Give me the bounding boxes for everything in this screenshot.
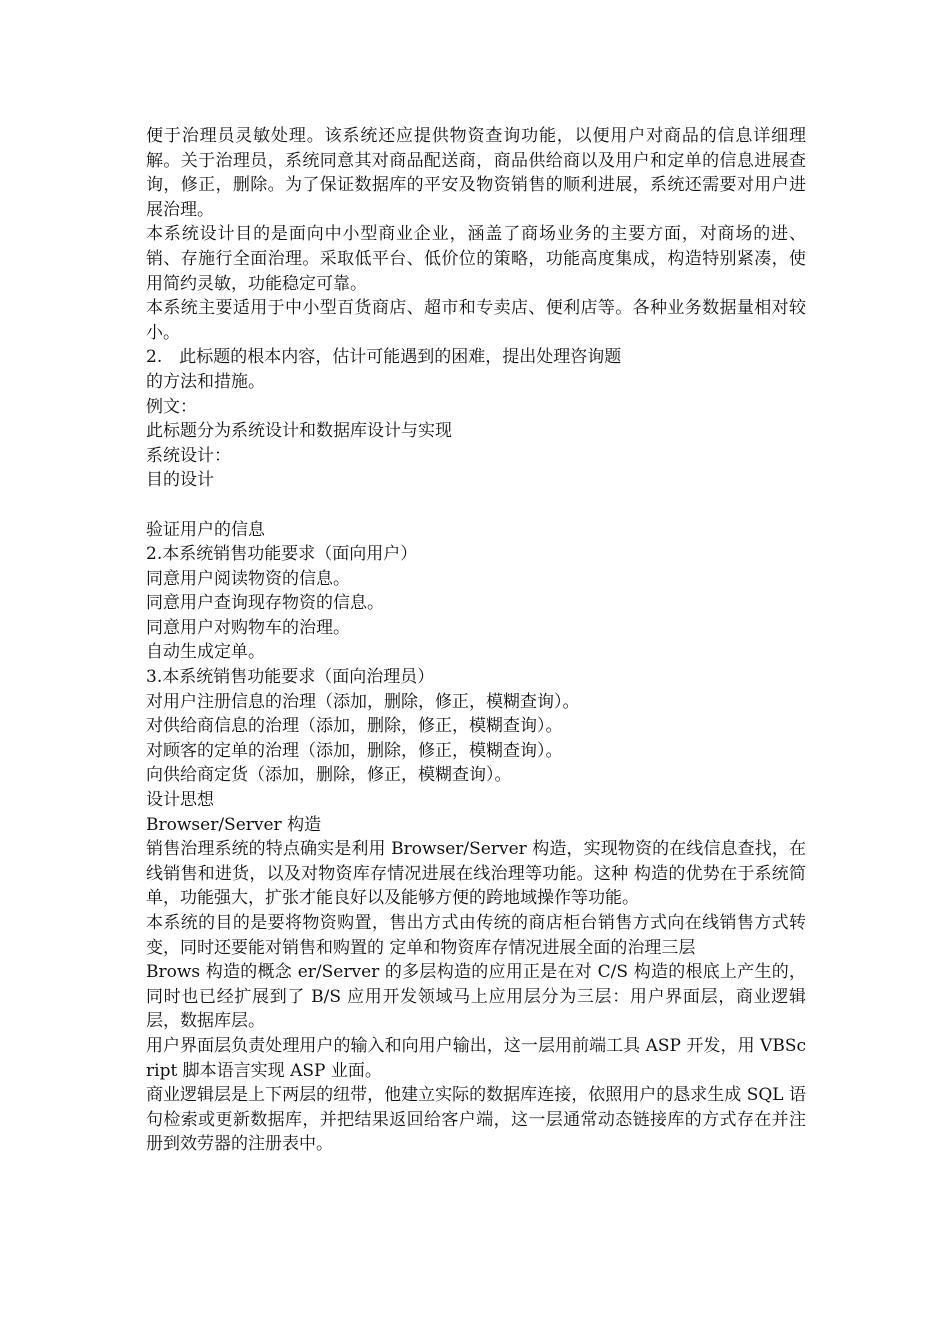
paragraph: 商业逻辑层是上下两层的纽带，他建立实际的数据库连接，依照用户的恳求生成 SQL 语句检索或更新数据库，并把结果返回给客户端，这一层通常动态链接库的方式存在并注册到效劳器的注册表中。 (146, 1085, 806, 1155)
list-item: 对供给商信息的治理（添加，删除，修正，模糊查询）。 (146, 716, 563, 737)
list-item: 同意用户对购物车的治理。 (146, 617, 350, 638)
list-item: 向供给商定货（添加，删除，修正，模糊查询）。 (146, 765, 512, 786)
section-heading: 3.本系统销售功能要求（面向治理员） (146, 667, 435, 688)
paragraph: 便于治理员灵敏处理。该系统还应提供物资查询功能，以便用户对商品的信息详细理解。关于治理员，系统同意其对商品配送商，商品供给商以及用户和定单的信息进展查询，修正，删除。为了保证数据库的平安及物资销售的顺利进展，系统还需要对用户进展治理。 (146, 126, 806, 220)
paragraph: Brows 构造的概念 er/Server 的多层构造的应用正是在对 C/S 构造的根底上产生的，同时也已经扩展到了 B/S 应用开发领域马上应用层分为三层：用户界面层，商业逻辑层，数据库层。 (146, 962, 806, 1032)
list-item: 自动生成定单。 (146, 642, 265, 663)
paragraph: 此标题分为系统设计和数据库设计与实现 (146, 421, 452, 442)
section-heading: 设计思想 (146, 790, 214, 811)
paragraph: 2. 此标题的根本内容，估计可能遇到的困难，提出处理咨询题 (146, 347, 622, 368)
list-item: 对顾客的定单的治理（添加，删除，修正，模糊查询）。 (146, 740, 563, 761)
document-body (146, 124, 806, 1157)
paragraph: 本系统的目的是要将物资购置，售出方式由传统的商店柜台销售方式向在线销售方式转变，同时还要能对销售和购置的 定单和物资库存情况进展全面的治理三层 (146, 913, 806, 958)
paragraph: 系统设计： (146, 445, 231, 466)
list-item: 同意用户阅读物资的信息。 (146, 568, 350, 589)
list-item: 对用户注册信息的治理（添加，删除，修正，模糊查询）。 (146, 691, 580, 712)
section-heading: Browser/Server 构造 (146, 814, 322, 835)
section-heading: 2.本系统销售功能要求（面向用户） (146, 544, 418, 565)
paragraph: 验证用户的信息 (146, 519, 265, 540)
paragraph: 例文： (146, 396, 197, 417)
paragraph: 销售治理系统的特点确实是利用 Browser/Server 构造，实现物资的在线信息查找，在线销售和进货，以及对物资库存情况进展在线治理等功能。这种 构造的优势在于系统简单，功能强大，扩张才能良好以及能够方便的跨地域操作等功能。 (146, 839, 806, 909)
paragraph: 本系统设计目的是面向中小型商业企业，涵盖了商场业务的主要方面，对商场的进、销、存施行全面治理。采取低平台、低价位的策略，功能高度集成，构造特别紧凑，使用简约灵敏，功能稳定可靠。 (146, 224, 806, 294)
blank-line (146, 493, 806, 518)
paragraph: 本系统主要适用于中小型百货商店、超市和专卖店、便利店等。各种业务数据量相对较小。 (146, 298, 806, 343)
paragraph: 目的设计 (146, 470, 214, 491)
list-item: 同意用户查询现存物资的信息。 (146, 593, 384, 614)
paragraph: 的方法和措施。 (146, 371, 265, 392)
paragraph: 用户界面层负责处理用户的输入和向用户输出，这一层用前端工具 ASP 开发，用 VBScript 脚本语言实现 ASP 业面。 (146, 1035, 806, 1081)
